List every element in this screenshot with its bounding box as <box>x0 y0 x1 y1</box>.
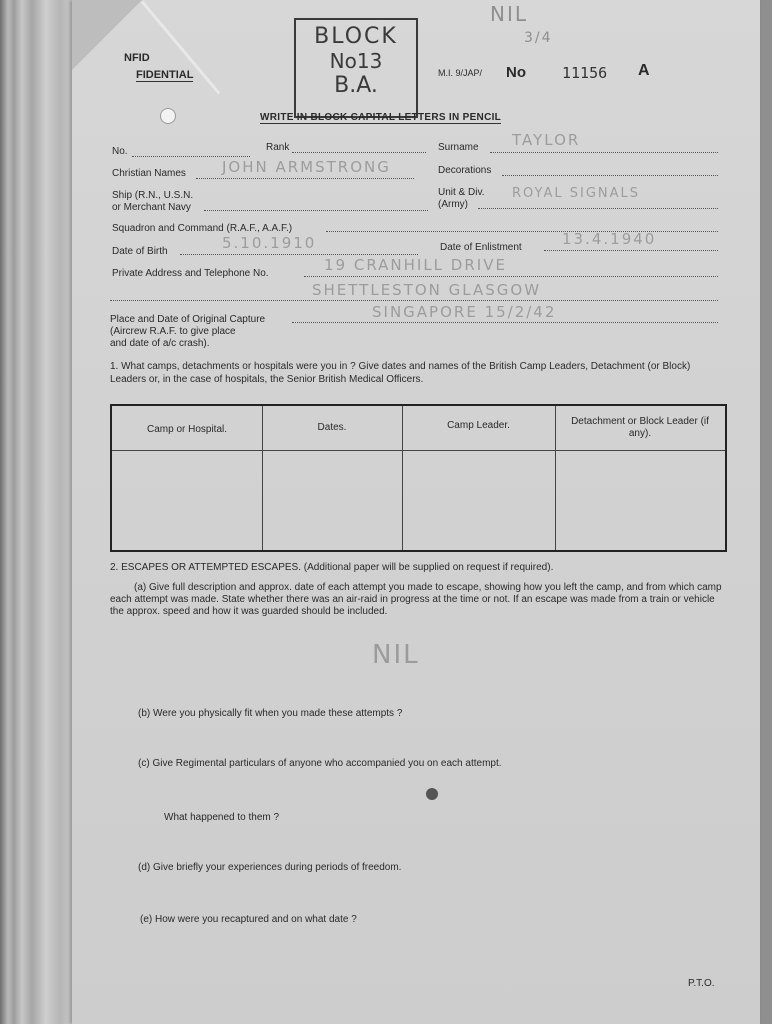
capture-label: Place and Date of Original Capture <box>110 314 266 325</box>
army-label: (Army) <box>438 199 468 210</box>
table-header-dates: Dates. <box>317 422 347 433</box>
christian-names-label: Christian Names <box>112 168 186 179</box>
enlistment-line <box>544 250 718 251</box>
section2-c-followup: What happened to them ? <box>164 812 280 823</box>
address-label: Private Address and Telephone No. <box>112 268 269 279</box>
block-stamp <box>294 18 418 118</box>
address-line-1 <box>304 276 718 277</box>
section2-c: (c) Give Regimental particulars of anyone who accompanied you on each attempt. <box>138 758 502 769</box>
number-label: No <box>506 64 526 81</box>
table-header-leader: Camp Leader. <box>447 420 510 431</box>
no-label: No. <box>112 146 128 157</box>
rank-label: Rank <box>266 142 290 153</box>
address-handwriting-1: 19 CRANHILL DRIVE <box>324 256 507 274</box>
table-divider <box>555 406 556 550</box>
squadron-label: Squadron and Command (R.A.F., A.A.F.) <box>112 223 293 234</box>
section2-e: (e) How were you recaptured and on what date ? <box>140 914 357 925</box>
merchant-navy-label: or Merchant Navy <box>112 202 191 213</box>
enlistment-handwriting: 13.4.1940 <box>562 230 657 248</box>
surname-handwriting: TAYLOR <box>512 131 581 149</box>
form-number: 11156 <box>562 64 608 82</box>
capture-line <box>292 322 718 323</box>
capture-handwriting: SINGAPORE 15/2/42 <box>372 303 557 321</box>
section2-a: (a) Give full description and approx. date of each attempt you made to escape, showing how you left the camp, and from which camp each attempt was made. State whether there was an air-raid in progress at the time or not. If an escape was made from a train or vehicle the approx. speed and how it was guarded should be included. <box>110 582 722 617</box>
capture-crash-label: and date of a/c crash). <box>110 338 210 349</box>
pencil-instruction: WRITE IN BLOCK CAPITAL LETTERS IN PENCIL <box>260 112 502 123</box>
enlistment-label: Date of Enlistment <box>440 242 522 253</box>
section1-question: 1. What camps, detachments or hospitals were you in ? Give dates and names of the British Camp Leaders, Detachment (or Block) Leaders or, in the case of hospitals, the Senior British Medical Officers. <box>110 361 691 385</box>
form-sheet <box>72 0 760 1024</box>
unit-label: Unit & Div. <box>438 187 485 198</box>
ship-label: Ship (R.N., U.S.N. <box>112 190 194 201</box>
confidential-label: FIDENTIAL <box>136 69 194 81</box>
squadron-line <box>326 231 718 232</box>
address-handwriting-2: SHETTLESTON GLASGOW <box>312 281 542 299</box>
ship-line <box>204 210 428 211</box>
pto-label: P.T.O. <box>688 978 715 989</box>
punch-hole <box>160 108 176 124</box>
handwritten-nil-top: NIL <box>490 2 529 26</box>
dob-label: Date of Birth <box>112 246 168 257</box>
section2-d: (d) Give briefly your experiences during periods of freedom. <box>138 862 402 873</box>
address-line-2 <box>110 300 718 301</box>
capture-aircrew-label: (Aircrew R.A.F. to give place <box>110 326 236 337</box>
table-header-rule <box>112 450 725 451</box>
section2-b: (b) Were you physically fit when you made these attempts ? <box>138 708 403 719</box>
unit-handwriting: ROYAL SIGNALS <box>512 186 641 201</box>
decorations-line <box>502 175 718 176</box>
dob-line <box>180 254 418 255</box>
rank-line <box>292 152 426 153</box>
section2-heading: 2. ESCAPES OR ATTEMPTED ESCAPES. (Additional paper will be supplied on request if required). <box>110 562 554 573</box>
form-reference: M.I. 9/JAP/ <box>438 68 483 78</box>
dob-handwriting: 5.10.1910 <box>222 234 317 252</box>
christian-names-line <box>196 178 414 179</box>
stamp-ba: B.A. <box>334 73 378 98</box>
surname-label: Surname <box>438 142 479 153</box>
table-header-camp: Camp or Hospital. <box>146 424 228 435</box>
christian-names-handwriting: JOHN ARMSTRONG <box>222 158 391 176</box>
form-suffix: A <box>638 62 650 79</box>
confidential-label-top: NFID <box>124 52 150 64</box>
camps-table <box>110 404 727 552</box>
escapes-handwriting: NIL <box>372 640 420 670</box>
handwritten-fraction: 3/4 <box>524 30 553 46</box>
ink-spot <box>426 788 438 800</box>
stamp-number: No13 <box>329 49 383 73</box>
table-header-detachment: Detachment or Block Leader (if any). <box>571 416 709 439</box>
no-line <box>132 156 250 157</box>
stamp-block: BLOCK <box>314 24 398 49</box>
surname-line <box>490 152 718 153</box>
unit-line <box>478 208 718 209</box>
decorations-label: Decorations <box>438 165 492 176</box>
